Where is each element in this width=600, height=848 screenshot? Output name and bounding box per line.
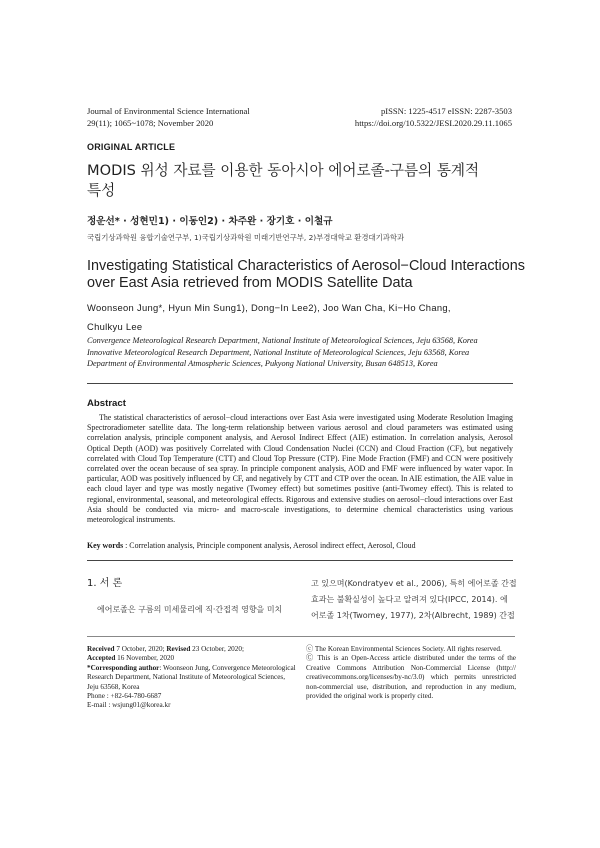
korean-affiliations: 국립기상과학원 융합기술연구부, 1)국립기상과학원 미래기반연구부, 2)부경대학교 환경대기과학과 [87, 233, 405, 242]
footer-received-info [87, 645, 297, 711]
accepted-date: Accepted 16 November, 2020 [87, 654, 175, 663]
corresponding-author: *Corresponding author: Woonseon Jung, Convergence Meteorological Research Department, National Institute of Meteorological Sciences, Jeju 63568, Korea [87, 663, 296, 691]
affiliation-3: Department of Environmental Atmospheric Sciences, Pukyong National University, Busan 648513, Korea [87, 359, 438, 368]
intro-column-right [311, 576, 515, 624]
english-title-line2: over East Asia retrieved from MODIS Satellite Data [87, 275, 413, 291]
affiliation-2: Innovative Meteorological Research Department, National Institute of Meteorological Sciences, Jeju 63568, Korea [87, 347, 470, 357]
english-title-line1: Investigating Statistical Characteristics of Aerosol−Cloud Interactions [87, 258, 525, 274]
intro-left-line1: 에어로졸은 구름의 미세물리에 직·간접적 영향을 미치 [97, 605, 283, 614]
journal-name: Journal of Environmental Science International [87, 106, 250, 116]
intro-right-line1: 고 있으며(Kondratyev et al., 2006), 특히 에어로졸 간접 [311, 579, 517, 588]
affiliation-1: Convergence Meteorological Research Department, National Institute of Meteorological Sciences, Jeju 63568, Korea [87, 336, 478, 345]
copyright-line: ⓒ The Korean Environmental Sciences Society. All rights reserved. [306, 645, 502, 653]
english-authors-line1: Woonseon Jung*, Hyun Min Sung1), Dong−In Lee2), Joo Wan Cha, Ki−Ho Chang, [87, 302, 451, 313]
english-authors [87, 298, 527, 336]
intro-right-line3: 어로졸 1차(Twomey, 1977), 2차(Albrecht, 1989) 간접 [311, 611, 515, 620]
footer-divider [87, 636, 515, 637]
email[interactable]: E-mail : wsjung01@korea.kr [87, 701, 171, 710]
intro-right-line2: 효과는 불확실성이 높다고 알려져 있다(IPCC, 2014). 에 [311, 595, 508, 604]
divider-mid [87, 560, 513, 561]
license-text: Ⓒ This is an Open-Access article distributed under the terms of the Creative Commons Attribution Non-Commercial License (http:// creativecommons.org/licenses/by-nc/3.0) which permits unrestricted non-commercial use, distribution, and reproduction in any medium, provided the original work is properly cited. [306, 654, 516, 701]
abstract-heading: Abstract [87, 398, 126, 409]
korean-title-line2: 특성 [87, 182, 116, 199]
footer-copyright [306, 645, 516, 701]
intro-column-left [97, 603, 305, 616]
journal-header-right [355, 105, 512, 129]
keywords [87, 541, 513, 550]
issn: pISSN: 1225-4517 eISSN: 2287-3503 [380, 106, 512, 116]
received-dates: Received 7 October, 2020; Revised 23 October, 2020; [87, 645, 244, 653]
korean-title [87, 161, 517, 201]
journal-volume: 29(11); 1065~1078; November 2020 [87, 118, 214, 128]
article-type: ORIGINAL ARTICLE [87, 142, 176, 152]
keywords-text: : Correlation analysis, Principle component analysis, Aerosol indirect effect, Aerosol, Cloud [123, 541, 416, 550]
abstract-body: The statistical characteristics of aerosol−cloud interactions over East Asia were investigated using Moderate Resolution Imaging Spectroradiometer satellite data. The long-term relationship between various aerosol and cloud parameters was estimated using correlation analysis, principle component analysis, and Aerosol Indirect Effect (AIE) estimation. In correlation analysis, Aerosol Optical Depth (AOD) was positively Correlated with Cloud Condensation Nuclei (CCN) and Cloud Fraction (CF), but negatively correlated with Cloud Top Temperature (CTT) and Cloud Top Pressure (CTP). Fine Mode Fraction (FMF) and CCN were positively correlated over the ocean because of sea spray. In principle component analysis, AOD and FMF were influenced by water vapor. In particular, AOD was positively influenced by CF, and negatively by CTT and CTP over the ocean. In AIE estimation, the AIE value in each cloud layer and type was mostly negative (Twomey effect) but sometimes positive (anti-Twomey effect). This is related to regional, environmental, seasonal, and meteorological effects. Rigorous and extensive studies on aerosol−cloud interactions over East Asia should be conducted via micro- and macro-scale investigations, to determine chemical characteristics using various meteorological instruments. [87, 413, 513, 525]
korean-title-line1: MODIS 위성 자료를 이용한 동아시아 에어로졸-구름의 통계적 [87, 162, 480, 179]
doi-link[interactable]: https://doi.org/10.5322/JESI.2020.29.11.1065 [354, 118, 512, 128]
korean-authors: 정운선* · 성현민1) · 이동인2) · 차주완 · 장기호 · 이철규 [87, 216, 333, 227]
journal-header-left [87, 105, 250, 129]
divider-top [87, 383, 513, 384]
english-title [87, 258, 527, 292]
phone: Phone : +82-64-780-6687 [87, 692, 162, 701]
keywords-label: Key words [87, 541, 124, 550]
english-affiliations [87, 335, 537, 370]
english-authors-line2: Chulkyu Lee [87, 321, 143, 332]
section-heading-intro: 1. 서 론 [87, 578, 123, 589]
